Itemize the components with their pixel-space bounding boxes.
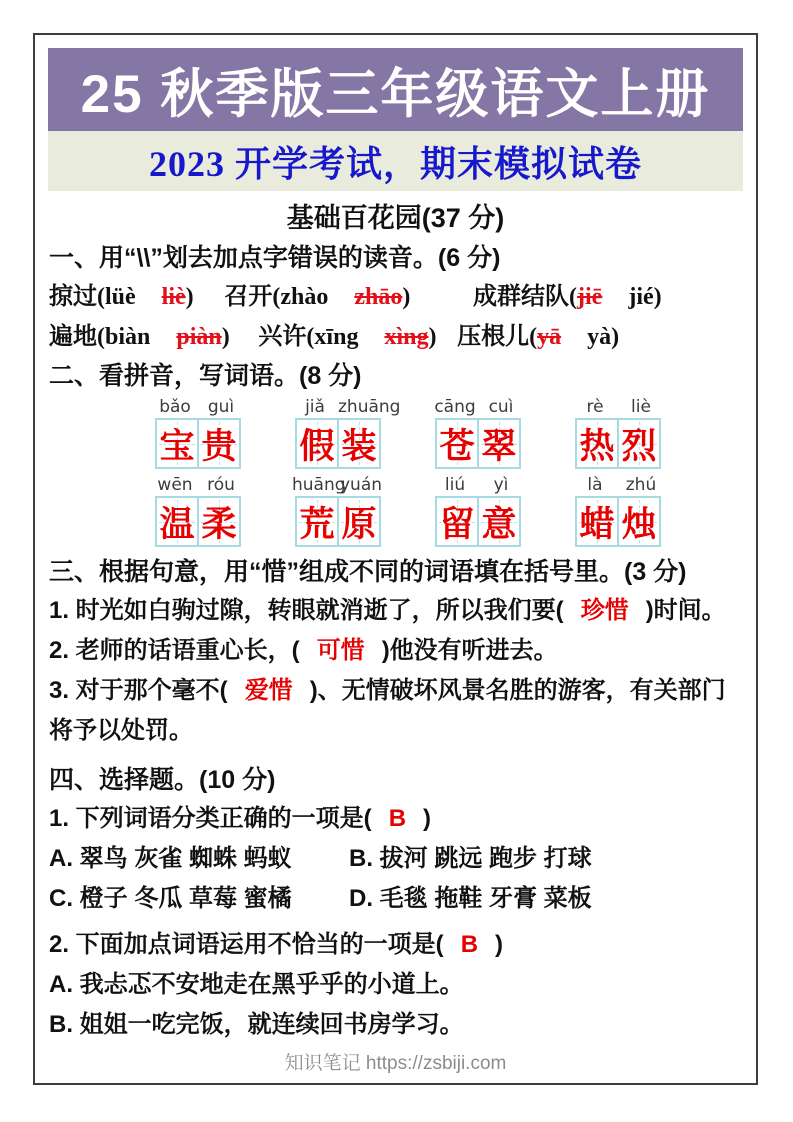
pinyin-grid-row1 [49, 397, 742, 469]
grid-cell: 烈 [617, 418, 661, 469]
grid-cell: 原 [337, 496, 381, 547]
grid-cell: 烛 [617, 496, 661, 547]
option-a: A. 翠鸟 灰雀 蜘蛛 蚂蚁 [49, 845, 292, 872]
grid-cell: 苍 [435, 418, 479, 469]
subtitle-band [48, 131, 743, 191]
answer-blank: 爱惜 [244, 677, 293, 704]
reading-item: 压根儿(yā yà) [457, 323, 620, 350]
grid-cell: 装 [337, 418, 381, 469]
pinyin-label: róu [207, 475, 235, 495]
fill-blank-item: 1. 时光如白驹过隙，转眼就消逝了，所以我们要( 珍惜 )时间。 [49, 597, 726, 624]
pinyin-grid-row2 [49, 475, 742, 547]
struck-pinyin: liè [161, 284, 186, 310]
struck-pinyin: jiē [577, 284, 603, 310]
struck-pinyin: yā [537, 324, 562, 350]
mc-question-stem: 1. 下列词语分类正确的一项是( B ) [49, 805, 432, 832]
mc-question-stem: 2. 下面加点词语运用不恰当的一项是( B ) [49, 931, 504, 958]
reading-item: 遍地(biàn piàn) [49, 323, 230, 350]
struck-pinyin: zhāo [354, 284, 403, 310]
answer-blank: 可惜 [316, 637, 365, 664]
pinyin-label: zhú [625, 475, 657, 495]
pinyin-label: huāng [292, 475, 346, 495]
pinyin-label: zhuāng [338, 397, 401, 417]
grid-group [292, 397, 401, 469]
fill-blank-item: 3. 对于那个毫不( 爱惜 )、无情破坏风景名胜的游客，有关部门将予以处罚。 [49, 677, 726, 744]
pinyin-label: wēn [157, 475, 193, 495]
footer-credit: 知识笔记 https://zsbiji.com [284, 1053, 507, 1074]
reading-item: 兴许(xīng xìng) [258, 323, 437, 350]
grid-cell: 翠 [477, 418, 521, 469]
pinyin-label: liú [444, 475, 466, 495]
grid-cell: 假 [295, 418, 339, 469]
banner-title: 25 秋季版三年级语文上册 [80, 64, 711, 124]
grid-group [432, 397, 524, 469]
pinyin-label: cāng [434, 397, 476, 417]
grid-group [152, 475, 244, 547]
struck-pinyin: piàn [176, 324, 222, 350]
grid-cell: 热 [575, 418, 619, 469]
section4-heading: 四、选择题。(10 分) [49, 766, 276, 794]
pinyin-label: là [587, 475, 603, 495]
answer-blank: B [388, 805, 407, 832]
pinyin-label: yì [493, 475, 509, 495]
grid-cell: 柔 [197, 496, 241, 547]
grid-cell: 温 [155, 496, 199, 547]
grid-group [572, 475, 664, 547]
pinyin-label: bǎo [159, 397, 191, 417]
subtitle-text: 2023 开学考试，期末模拟试卷 [148, 143, 642, 184]
worksheet-body [35, 239, 756, 1045]
mc-options-row [49, 879, 742, 919]
pinyin-label: cuì [488, 397, 514, 417]
mc-options-row [49, 839, 742, 879]
worksheet-border [33, 33, 758, 1085]
reading-item: 成群结队(jiē jié) [473, 283, 662, 310]
section3-heading: 三、根据句意，用“惜”组成不同的词语填在括号里。(3 分) [49, 558, 687, 586]
option-b: B. 姐姐一吃完饭，就连续回书房学习。 [49, 1011, 464, 1038]
reading-item: 召开(zhào zhāo) [224, 283, 411, 310]
option-d: D. 毛毯 拖鞋 牙膏 菜板 [349, 885, 592, 912]
section1-heading: 一、用“\\”划去加点字错误的读音。(6 分) [49, 244, 501, 272]
pinyin-label: liè [631, 397, 651, 417]
grid-group [572, 397, 664, 469]
pinyin-label: rè [586, 397, 604, 417]
pinyin-label: guì [207, 397, 235, 417]
section1-row2 [49, 317, 742, 357]
grid-cell: 宝 [155, 418, 199, 469]
option-c: C. 橙子 冬瓜 草莓 蜜橘 [49, 885, 292, 912]
grid-cell: 蜡 [575, 496, 619, 547]
pinyin-label: jiǎ [305, 397, 325, 417]
grid-cell: 荒 [295, 496, 339, 547]
exam-title: 基础百花园(37 分) [286, 203, 505, 233]
option-b: B. 拔河 跳远 跑步 打球 [349, 845, 592, 872]
grid-group [292, 475, 384, 547]
title-banner [48, 48, 743, 131]
section1-row1 [49, 277, 742, 317]
grid-cell: 贵 [197, 418, 241, 469]
struck-pinyin: xìng [384, 324, 429, 350]
answer-blank: B [460, 931, 479, 958]
grid-group [432, 475, 524, 547]
grid-cell: 留 [435, 496, 479, 547]
pinyin-label: yuán [339, 475, 383, 495]
reading-item: 掠过(lüè liè) [49, 283, 194, 310]
fill-blank-item: 2. 老师的话语重心长，( 可惜 )他没有听进去。 [49, 637, 558, 664]
answer-blank: 珍惜 [580, 597, 629, 624]
option-a: A. 我忐忑不安地走在黑乎乎的小道上。 [49, 971, 464, 998]
section2-heading: 二、看拼音，写词语。(8 分) [49, 362, 362, 390]
grid-group [152, 397, 244, 469]
grid-cell: 意 [477, 496, 521, 547]
